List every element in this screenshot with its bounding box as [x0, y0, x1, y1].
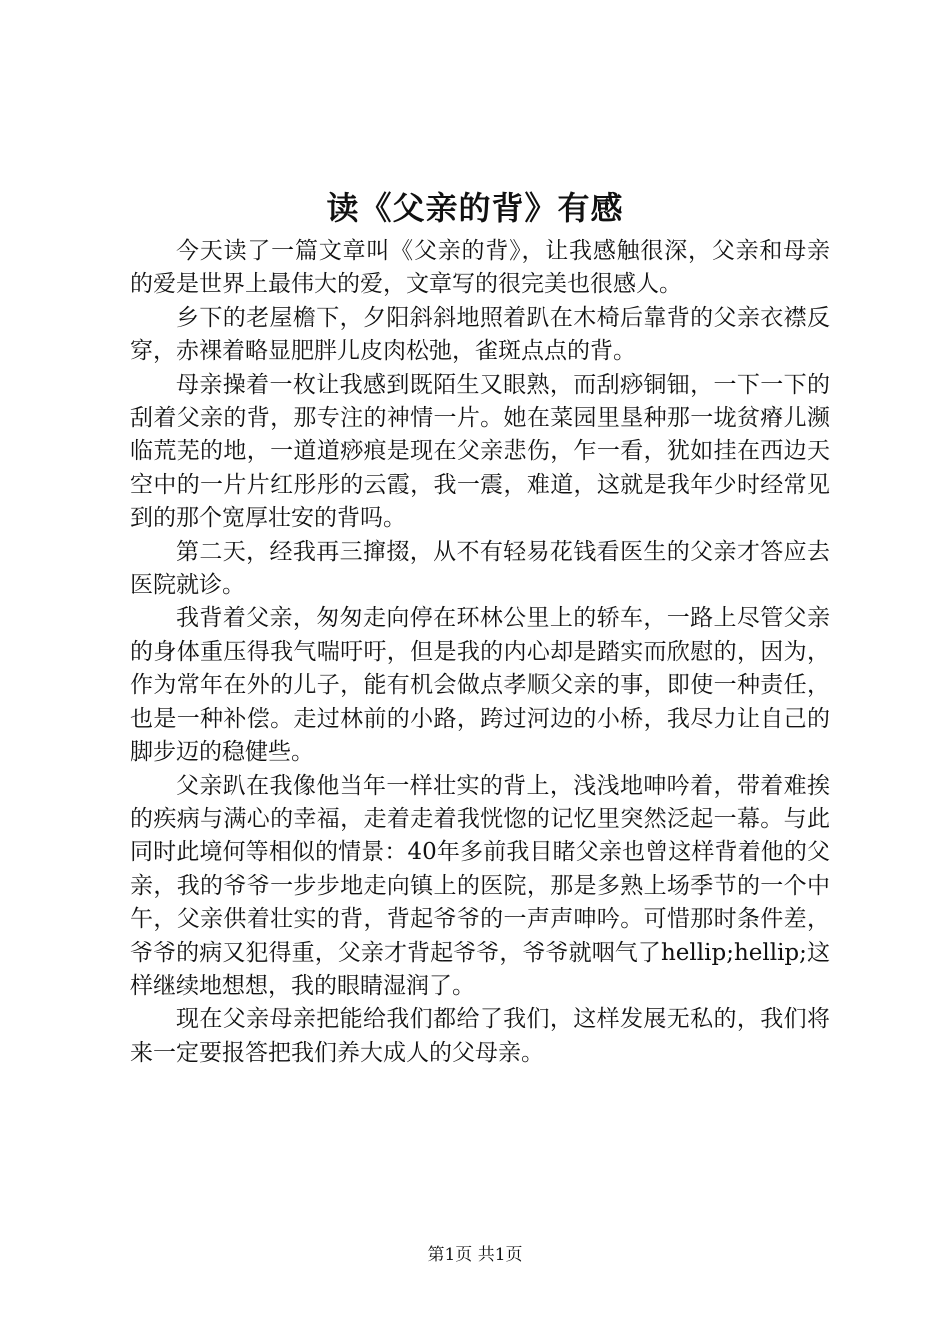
paragraph: 母亲操着一枚让我感到既陌生又眼熟，而刮痧铜钿，一下一下的刮着父亲的背，那专注的神情一片。她在菜园里垦种那一垅贫瘠儿濒临荒芜的地，一道道痧痕是现在父亲悲伤，乍一看，犹如挂在西边天空中的一片片红彤彤的云霞，我一震，难道，这就是我年少时经常见到的那个宽厚壮安的背吗。 [130, 371, 830, 532]
paragraph: 现在父亲母亲把能给我们都给了我们，这样发展无私的，我们将来一定要报答把我们养大成人的父母亲。 [130, 1006, 830, 1066]
paragraph: 今天读了一篇文章叫《父亲的背》，让我感触很深，父亲和母亲的爱是世界上最伟大的爱，文章写的很完美也很感人。 [130, 238, 830, 298]
paragraph: 我背着父亲，匆匆走向停在环林公里上的轿车，一路上尽管父亲的身体重压得我气喘吁吁，但是我的内心却是踏实而欣慰的，因为，作为常年在外的儿子，能有机会做点孝顺父亲的事，即使一种责任，也是一种补偿。走过林前的小路，跨过河边的小桥，我尽力让自己的脚步迈的稳健些。 [130, 605, 830, 766]
paragraph: 乡下的老屋檐下，夕阳斜斜地照着趴在木椅后靠背的父亲衣襟反穿，赤裸着略显肥胖儿皮肉松弛，雀斑点点的背。 [130, 304, 830, 365]
page-number-footer: 第1页 共1页 [427, 1245, 523, 1265]
paragraph: 父亲趴在我像他当年一样壮实的背上，浅浅地呻吟着，带着难挨的疾病与满心的幸福，走着走着我恍惚的记忆里突然泛起一幕。与此同时此境何等相似的情景：40年多前我目睹父亲也曾这样背着他的父亲，我的爷爷一步步地走向镇上的医院，那是多熟上场季节的一个中午，父亲供着壮实的背，背起爷爷的一声声呻吟。可惜那时条件差，爷爷的病又犯得重，父亲才背起爷爷，爷爷就咽气了hellip;hellip;这样继续地想想，我的眼睛湿润了。 [130, 772, 830, 999]
page-title: 读《父亲的背》有感 [326, 189, 624, 227]
article-body [130, 235, 830, 1070]
paragraph: 第二天，经我再三撺掇，从不有轻易花钱看医生的父亲才答应去医院就诊。 [130, 538, 830, 599]
